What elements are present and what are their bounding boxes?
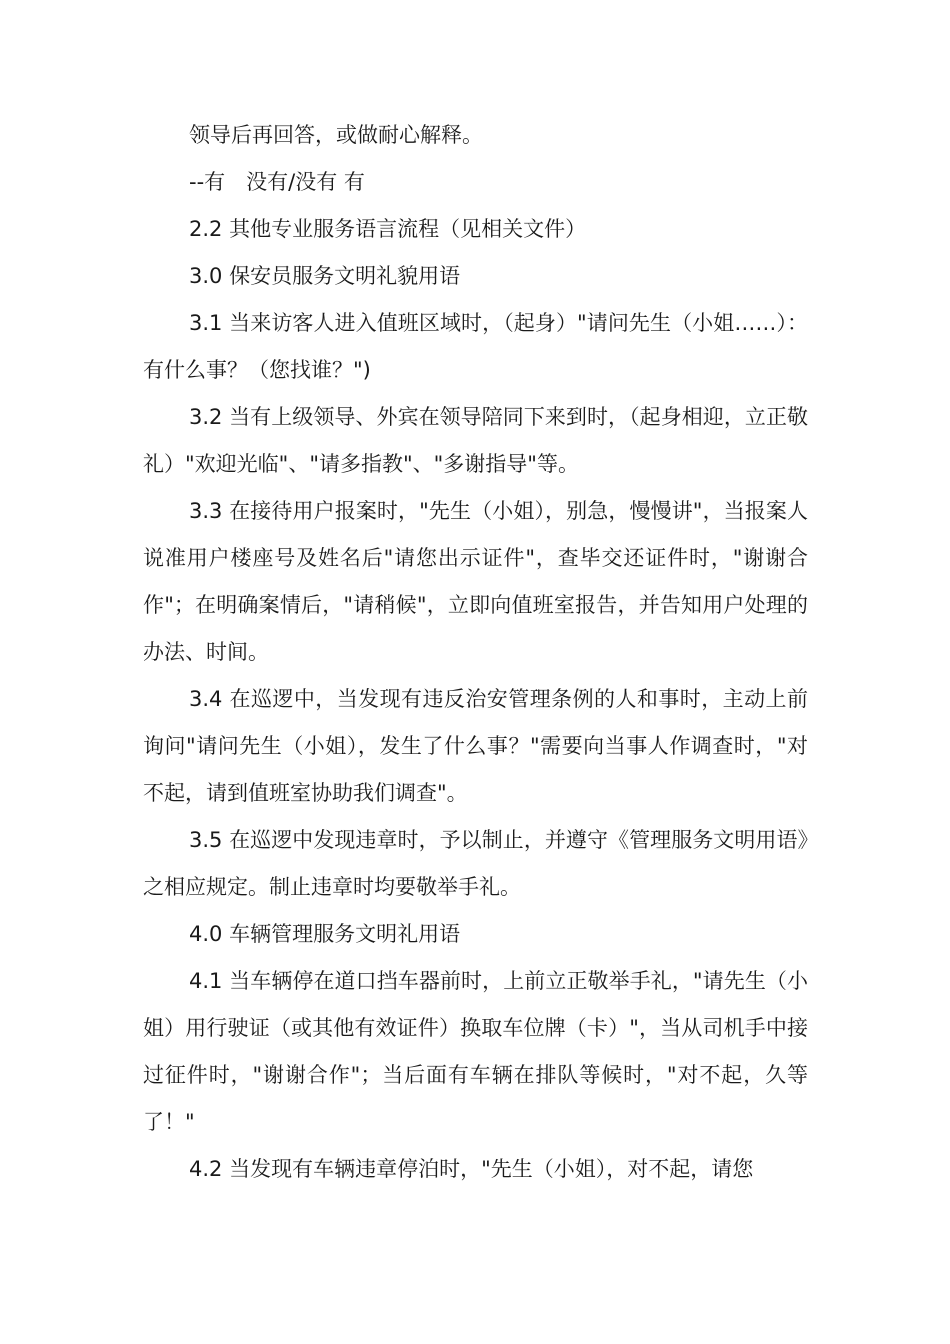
heading-4-0: 4.0 车辆管理服务文明礼用语 [189,922,461,946]
paragraph-3-4: 3.4 在巡逻中，当发现有违反治安管理条例的人和事时，主动上前询问"请问先生（小姐），发生了什么事？"需要向当事人作调查时，"对不起，请到值班室协助我们调查"。 [143,687,808,805]
paragraph-3-3: 3.3 在接待用户报案时，"先生（小姐），别急，慢慢讲"，当报案人说准用户楼座号及姓名后"请您出示证件"，查毕交还证件时，"谢谢合作"；在明确案情后，"请稍候"，立即向值班室报告，并告知用户处理的办法、时间。 [143,499,808,664]
paragraph-4-2: 4.2 当发现有车辆违章停泊时，"先生（小姐），对不起，请您 [189,1157,754,1181]
paragraph-2-2: 2.2 其他专业服务语言流程（见相关文件） [189,217,587,241]
document-body [143,112,808,1193]
paragraph-3-1: 3.1 当来访客人进入值班区域时，（起身）"请问先生（小姐……）：有什么事？（您找谁？") [143,311,808,382]
paragraph-3-5: 3.5 在巡逻中发现违章时，予以制止，并遵守《管理服务文明用语》之相应规定。制止违章时均要敬举手礼。 [143,828,808,899]
paragraph-continuation: 领导后再回答，或做耐心解释。 [189,123,483,147]
paragraph-4-1: 4.1 当车辆停在道口挡车器前时，上前立正敬举手礼，"请先生（小姐）用行驶证（或其他有效证件）换取车位牌（卡）"，当从司机手中接过征件时，"谢谢合作"；当后面有车辆在排队等候时，"对不起，久等了！" [143,969,808,1134]
paragraph-answer-note: --有 没有/没有 有 [189,170,365,194]
paragraph-3-2: 3.2 当有上级领导、外宾在领导陪同下来到时，（起身相迎，立正敬礼）"欢迎光临"、"请多指教"、"多谢指导"等。 [143,405,808,476]
heading-3-0: 3.0 保安员服务文明礼貌用语 [189,264,461,288]
